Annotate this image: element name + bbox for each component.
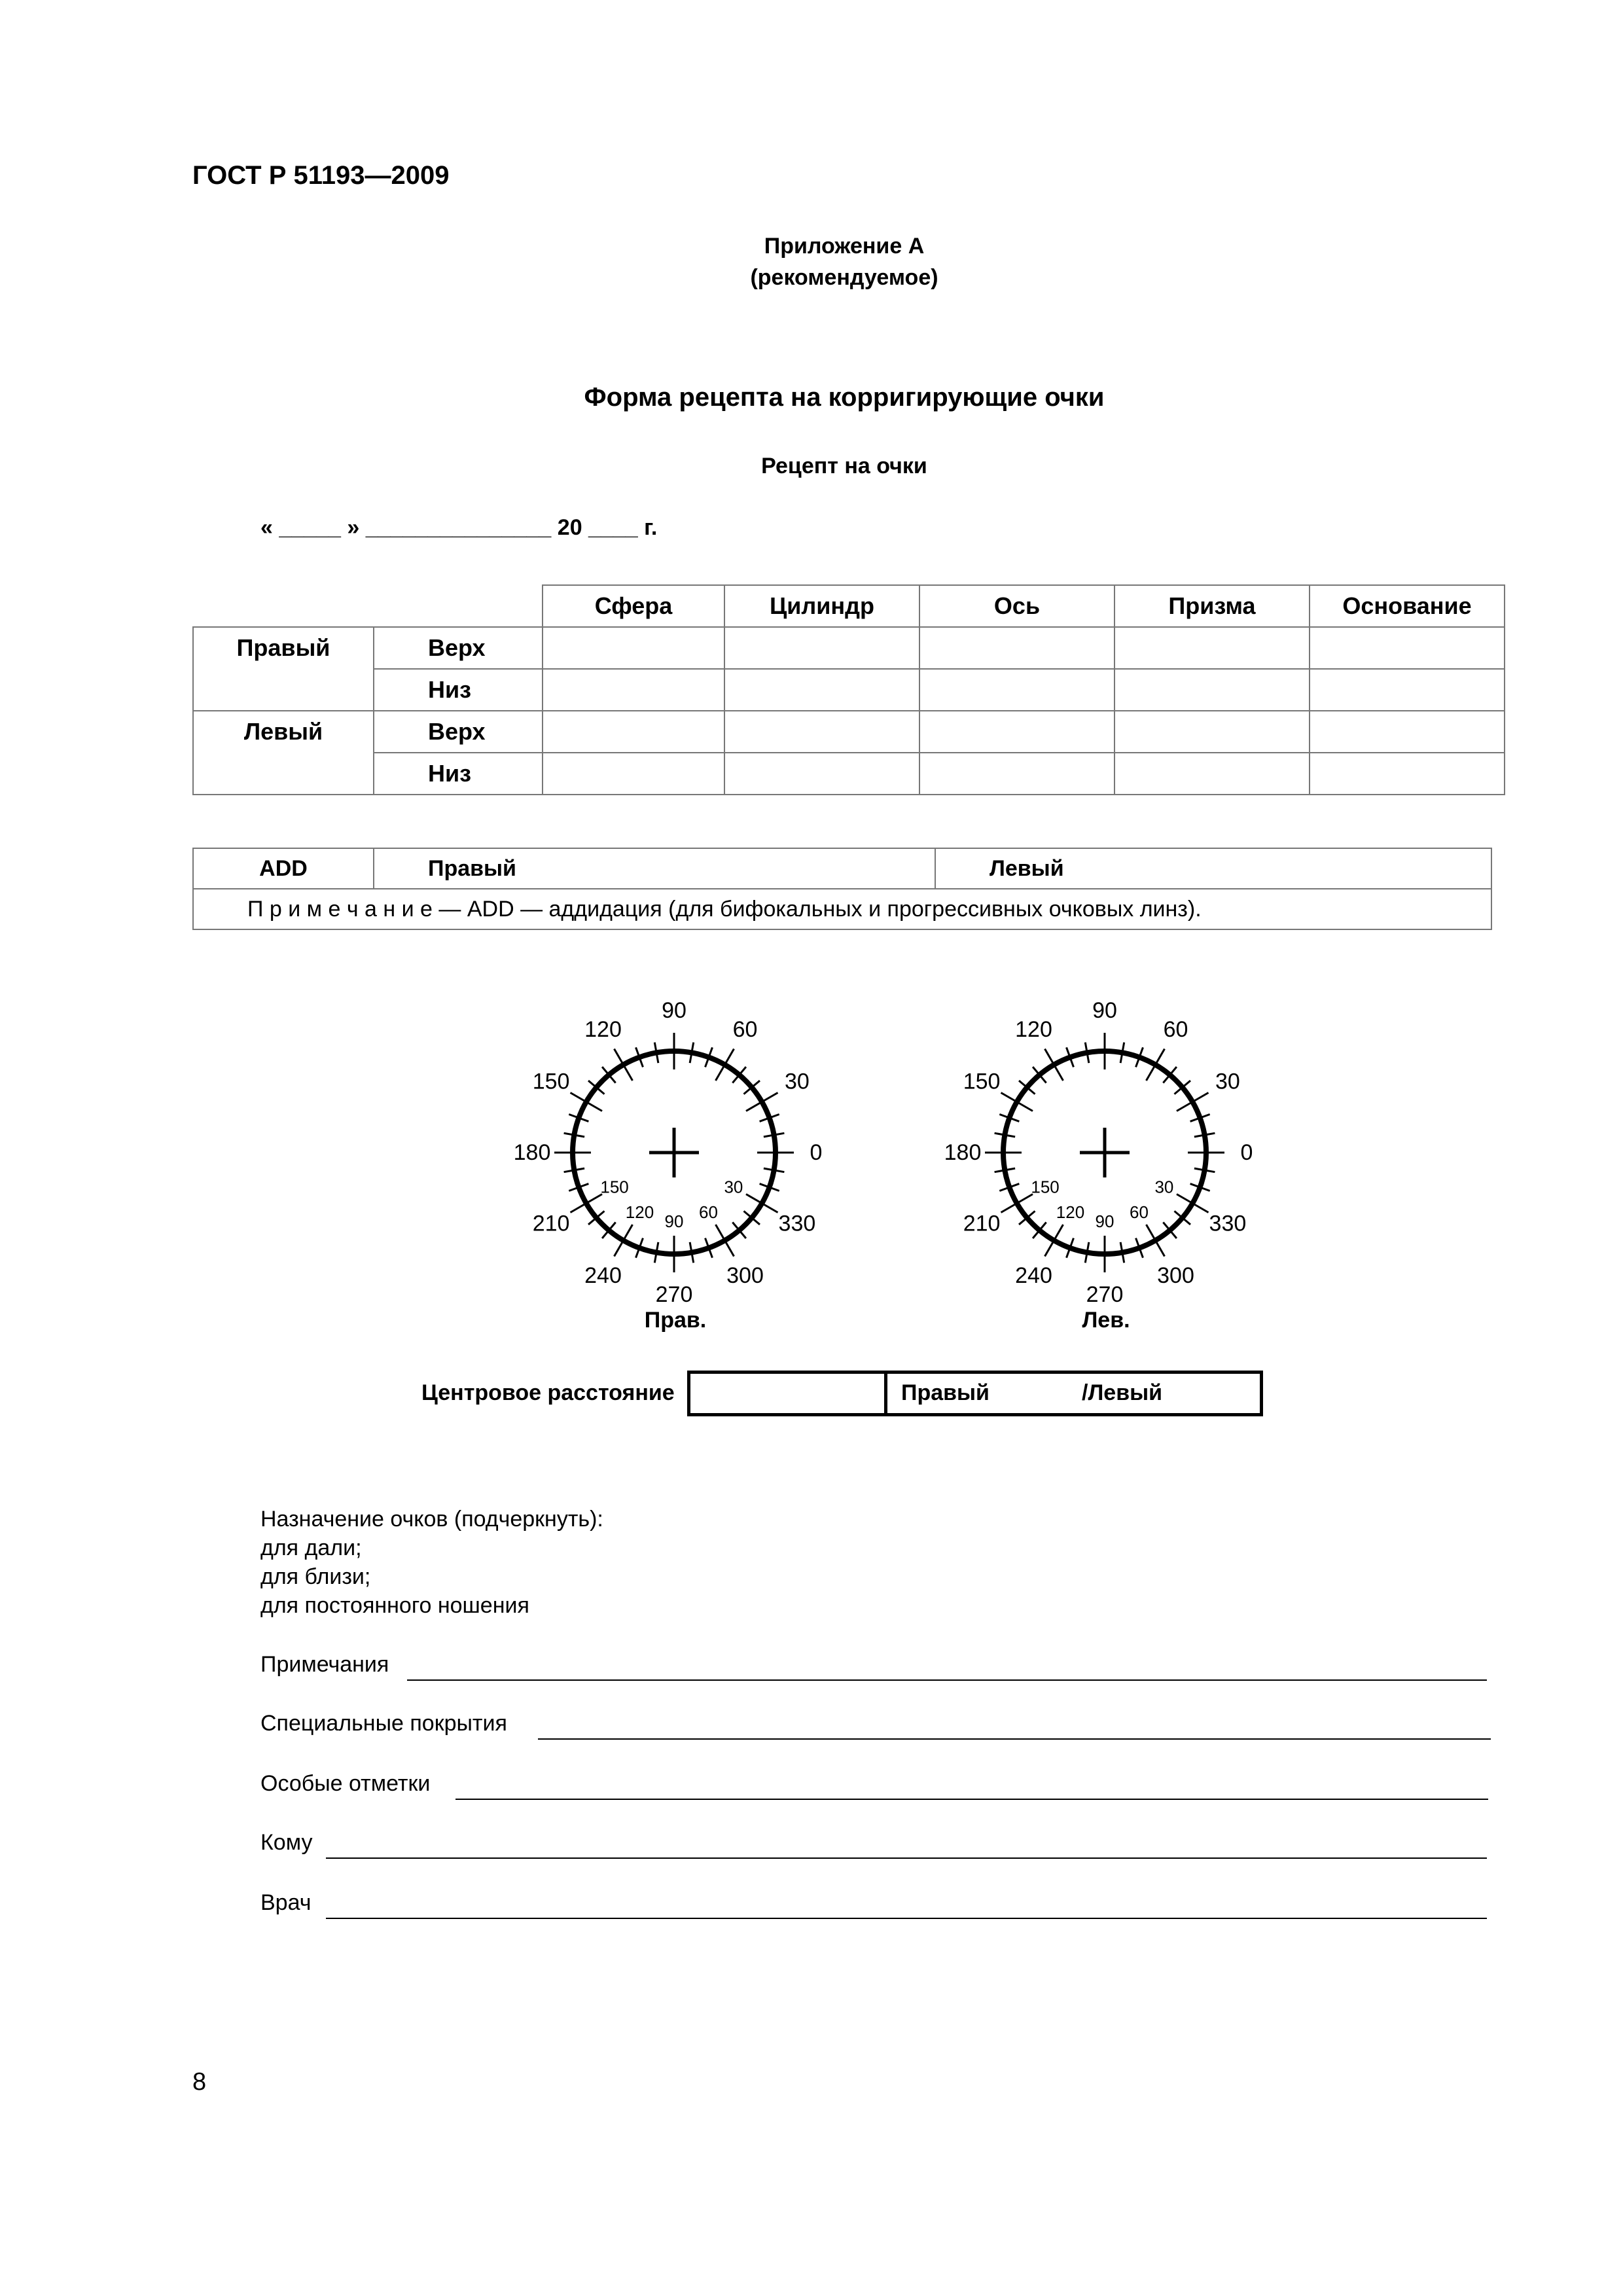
dial-outer-label: 180 <box>513 1140 551 1165</box>
standard-number: ГОСТ Р 51193—2009 <box>192 161 450 190</box>
cell-left-top-axis[interactable] <box>919 711 1115 753</box>
add-row <box>193 848 1491 889</box>
dial-outer-label: 0 <box>1240 1140 1253 1165</box>
dial-inner-label: 120 <box>1056 1202 1085 1222</box>
cell-right-bottom-cylinder[interactable] <box>724 669 919 711</box>
prescription-table <box>192 584 1505 795</box>
dial-inner-label: 150 <box>1031 1177 1060 1197</box>
annex-title: Приложение А <box>764 234 925 259</box>
axis-dial-left[interactable] <box>929 998 1283 1345</box>
dial-tick <box>1147 1049 1165 1081</box>
add-left-field[interactable]: Левый <box>935 848 1491 889</box>
dial-inner-label: 30 <box>724 1177 743 1197</box>
column-header-prism: Призма <box>1115 585 1310 627</box>
cell-right-top-sphere[interactable] <box>543 627 724 669</box>
cell-right-top-axis[interactable] <box>919 627 1115 669</box>
column-header-base: Основание <box>1310 585 1505 627</box>
dial-tick <box>1045 1049 1063 1081</box>
dial-inner-label: 60 <box>699 1202 718 1222</box>
dial-tick <box>746 1194 777 1213</box>
dial-outer-label: 240 <box>584 1263 622 1288</box>
table-row <box>193 627 1505 669</box>
axis-dial-right[interactable] <box>499 998 852 1345</box>
add-note: П р и м е ч а н и е — ADD — аддидация (для бифокальных и прогрессивных очковых линз). <box>193 889 1491 929</box>
cell-right-bottom-prism[interactable] <box>1115 669 1310 711</box>
pd-left-label: /Левый <box>1082 1380 1163 1405</box>
dial-outer-label: 270 <box>655 1282 693 1307</box>
dial-outer-label: 90 <box>1092 998 1117 1023</box>
purpose-option-constant[interactable]: для постоянного ношения <box>260 1593 529 1618</box>
row-sublabel-bottom: Низ <box>374 669 543 711</box>
doctor-field-line[interactable] <box>326 1918 1487 1919</box>
coatings-field-label: Специальные покрытия <box>260 1711 507 1736</box>
dial-outer-label: 120 <box>1015 1017 1052 1043</box>
dial-outer-label: 330 <box>1209 1211 1247 1236</box>
dial-inner-label: 30 <box>1154 1177 1174 1197</box>
dial-tick <box>716 1049 734 1081</box>
table-row <box>193 669 1505 711</box>
add-table <box>192 848 1492 930</box>
dial-tick <box>1045 1225 1063 1256</box>
cell-left-top-base[interactable] <box>1310 711 1505 753</box>
dial-tick <box>716 1225 734 1256</box>
dial-tick <box>615 1049 633 1081</box>
dial-tick <box>1177 1194 1208 1213</box>
dial-outer-label: 30 <box>1215 1069 1240 1094</box>
table-header-row <box>193 585 1505 627</box>
add-note-row <box>193 889 1491 929</box>
cell-right-bottom-axis[interactable] <box>919 669 1115 711</box>
cell-left-top-prism[interactable] <box>1115 711 1310 753</box>
page-number: 8 <box>192 2068 207 2096</box>
dial-outer-label: 90 <box>662 998 687 1023</box>
column-header-cylinder: Цилиндр <box>724 585 919 627</box>
purpose-option-near[interactable]: для близи; <box>260 1564 371 1589</box>
dial-caption-left: Лев. <box>1082 1308 1130 1333</box>
empty-corner-cell <box>193 585 543 627</box>
cell-left-bottom-axis[interactable] <box>919 753 1115 795</box>
column-header-sphere: Сфера <box>543 585 724 627</box>
dial-inner-label: 120 <box>625 1202 654 1222</box>
dial-caption-right: Прав. <box>644 1308 707 1333</box>
cell-left-bottom-sphere[interactable] <box>543 753 724 795</box>
dial-tick <box>1001 1093 1033 1111</box>
dial-tick <box>1177 1093 1208 1111</box>
dial-outer-label: 30 <box>785 1069 810 1094</box>
row-label-left-eye: Левый <box>193 711 374 795</box>
cell-right-top-base[interactable] <box>1310 627 1505 669</box>
cell-left-top-cylinder[interactable] <box>724 711 919 753</box>
pd-label: Центровое расстояние <box>421 1380 675 1405</box>
cell-right-bottom-sphere[interactable] <box>543 669 724 711</box>
table-row <box>193 711 1505 753</box>
cell-left-bottom-base[interactable] <box>1310 753 1505 795</box>
date-line[interactable]: « _____ » _______________ 20 ____ г. <box>260 515 658 540</box>
row-sublabel-top: Верх <box>374 627 543 669</box>
dial-outer-label: 0 <box>810 1140 823 1165</box>
to-whom-field-line[interactable] <box>326 1857 1487 1859</box>
row-label-right-eye: Правый <box>193 627 374 711</box>
purpose-title: Назначение очков (подчеркнуть): <box>260 1507 603 1532</box>
add-right-field[interactable]: Правый <box>374 848 935 889</box>
cell-right-bottom-base[interactable] <box>1310 669 1505 711</box>
dial-outer-label: 300 <box>726 1263 764 1288</box>
dial-tick <box>746 1093 777 1111</box>
column-header-axis: Ось <box>919 585 1115 627</box>
doctor-field-label: Врач <box>260 1890 312 1915</box>
dial-outer-label: 210 <box>532 1211 570 1236</box>
dial-outer-label: 330 <box>778 1211 816 1236</box>
row-sublabel-bottom: Низ <box>374 753 543 795</box>
pd-divider <box>884 1374 887 1413</box>
dial-tick <box>571 1194 602 1213</box>
dial-outer-label: 180 <box>944 1140 982 1165</box>
dial-outer-label: 120 <box>584 1017 622 1043</box>
cell-left-bottom-cylinder[interactable] <box>724 753 919 795</box>
dial-outer-label: 150 <box>963 1069 1001 1094</box>
dial-inner-label: 150 <box>600 1177 629 1197</box>
dial-tick <box>1147 1225 1165 1256</box>
cell-left-top-sphere[interactable] <box>543 711 724 753</box>
dial-outer-label: 60 <box>1163 1017 1188 1043</box>
pd-right-label: Правый <box>901 1380 990 1405</box>
to-whom-field-label: Кому <box>260 1830 313 1855</box>
table-row <box>193 753 1505 795</box>
dial-tick <box>615 1225 633 1256</box>
form-title: Форма рецепта на корригирующие очки <box>584 383 1105 412</box>
dial-outer-label: 210 <box>963 1211 1001 1236</box>
cell-right-top-prism[interactable] <box>1115 627 1310 669</box>
dial-tick <box>1001 1194 1033 1213</box>
annex-status: (рекомендуемое) <box>750 265 938 290</box>
prescription-title: Рецепт на очки <box>761 454 927 478</box>
dial-outer-label: 300 <box>1157 1263 1194 1288</box>
dial-inner-label: 60 <box>1130 1202 1149 1222</box>
special-marks-field-line[interactable] <box>455 1799 1488 1800</box>
add-label: ADD <box>193 848 374 889</box>
special-marks-field-label: Особые отметки <box>260 1771 431 1796</box>
pd-box[interactable] <box>687 1371 1263 1416</box>
notes-field-line[interactable] <box>407 1679 1487 1681</box>
notes-field-label: Примечания <box>260 1652 389 1677</box>
dial-outer-label: 60 <box>732 1017 758 1043</box>
dial-inner-label: 90 <box>664 1211 684 1231</box>
dial-outer-label: 270 <box>1086 1282 1124 1307</box>
cell-right-top-cylinder[interactable] <box>724 627 919 669</box>
row-sublabel-top: Верх <box>374 711 543 753</box>
dial-inner-label: 90 <box>1095 1211 1115 1231</box>
dial-tick <box>571 1093 602 1111</box>
dial-outer-label: 150 <box>532 1069 570 1094</box>
cell-left-bottom-prism[interactable] <box>1115 753 1310 795</box>
purpose-option-distance[interactable]: для дали; <box>260 1535 362 1560</box>
dial-outer-label: 240 <box>1015 1263 1052 1288</box>
coatings-field-line[interactable] <box>538 1738 1491 1740</box>
